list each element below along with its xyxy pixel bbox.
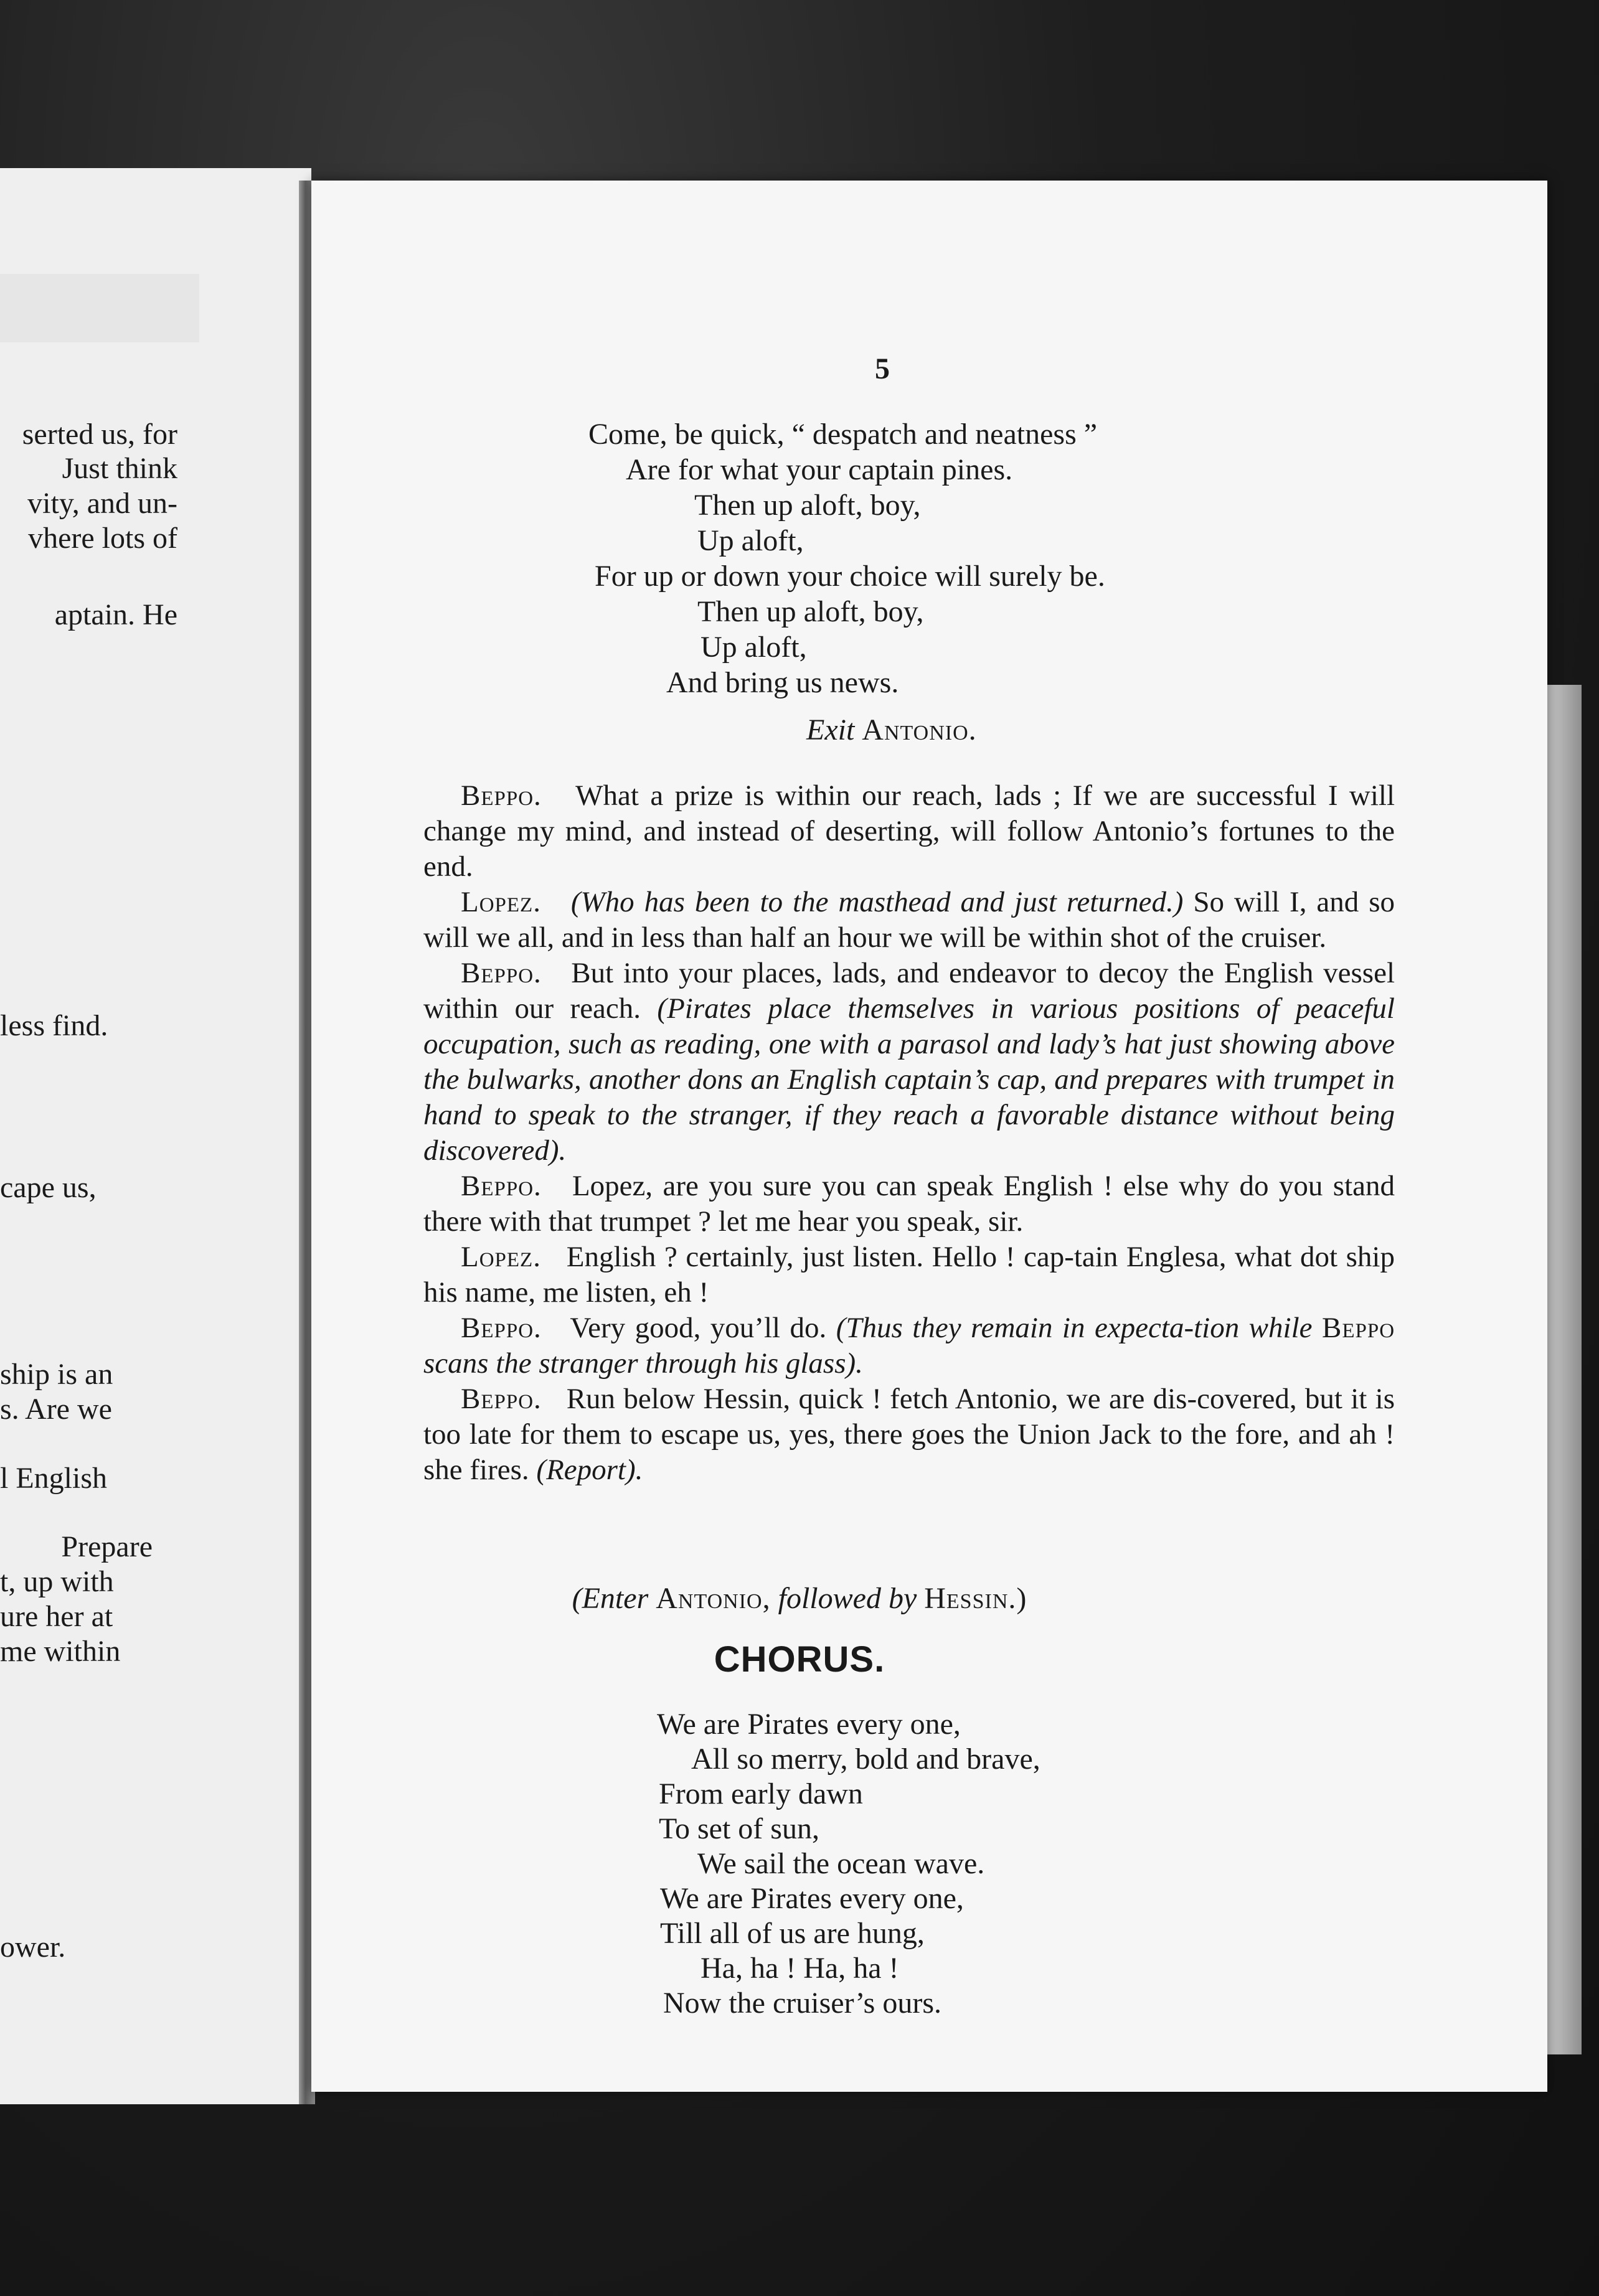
exit-word: Exit	[806, 713, 855, 746]
left-fragment: serted us, for	[22, 418, 177, 451]
entrance-open: (Enter	[572, 1582, 649, 1615]
speaker-name: Beppo.	[461, 1383, 542, 1415]
exit-name: Antonio.	[862, 713, 977, 746]
song-line: For up or down your choice will surely be.	[595, 560, 1105, 593]
stage-direction: scans the stranger through his glass).	[423, 1347, 863, 1380]
stage-direction-name: Beppo	[1321, 1312, 1395, 1344]
speaker-name: Beppo.	[461, 779, 542, 812]
dialogue-text: English ? certainly, just listen. Hello ! cap-tain Englesa, what dot ship his name, me listen, eh !	[423, 1241, 1395, 1309]
dialogue-line	[423, 778, 1395, 885]
dialogue-line	[423, 1169, 1395, 1240]
left-page-tab	[0, 274, 199, 342]
song-line: Are for what your captain pines.	[626, 453, 1013, 486]
left-page	[0, 168, 311, 2104]
chorus-line: We are Pirates every one,	[660, 1882, 964, 1915]
left-fragment: l English	[0, 1462, 108, 1495]
left-fragment: vhere lots of	[28, 522, 177, 555]
left-fragment: less find.	[0, 1009, 108, 1042]
song-line: Then up aloft, boy,	[694, 489, 921, 522]
stage-direction: (Who has been to the masthead and just returned.)	[570, 886, 1184, 918]
dialogue-text: But into your places, lads, and endeavor to decoy the English vessel within our reach.	[423, 957, 1395, 1025]
speaker-name: Lopez.	[461, 1241, 541, 1273]
left-fragment: t, up with	[0, 1565, 114, 1598]
song-line: Come, be quick, “ despatch and neatness ”	[588, 418, 1098, 451]
speaker-name: Beppo.	[461, 1312, 542, 1344]
chorus-line: Ha, ha ! Ha, ha !	[700, 1952, 899, 1985]
left-fragment: ure her at	[0, 1600, 113, 1633]
song-line: Up aloft,	[697, 524, 804, 557]
dialogue-text: So will I, and so will we all, and in less than half an hour we will be within shot of the cruiser.	[423, 886, 1395, 954]
stage-direction: (Report).	[536, 1454, 643, 1486]
dialogue-text: Very good, you’ll do.	[570, 1312, 827, 1344]
left-fragment: vity, and un-	[27, 487, 177, 520]
exit-direction	[806, 713, 977, 748]
speaker-name: Lopez.	[461, 886, 541, 918]
stage-direction: (Thus they remain in expecta-tion while	[836, 1312, 1313, 1344]
song-line: Up aloft,	[700, 631, 807, 664]
song-line: And bring us news.	[666, 666, 899, 699]
song-line: Then up aloft, boy,	[697, 595, 924, 628]
dialogue-line	[423, 956, 1395, 1169]
chorus-heading: CHORUS.	[714, 1639, 885, 1680]
chorus-line: To set of sun,	[659, 1812, 819, 1845]
dialogue-line	[423, 1381, 1395, 1488]
page-number: 5	[875, 352, 890, 385]
page-edge	[1544, 685, 1582, 2054]
chorus-line: We are Pirates every one,	[657, 1708, 961, 1741]
dialogue-text: Run below Hessin, quick ! fetch Antonio, we are dis-covered, but it is too late for them to escape us, yes, there goes the Union Jack to the fore, and ah ! she fires.	[423, 1383, 1395, 1486]
left-fragment: aptain. He	[54, 598, 177, 631]
entrance-name-hessin: Hessin.)	[924, 1582, 1027, 1615]
chorus-line: We sail the ocean wave.	[697, 1847, 985, 1880]
left-fragment: cape us,	[0, 1171, 97, 1204]
entrance-followed-by: followed by	[778, 1582, 917, 1615]
speaker-name: Beppo.	[461, 957, 542, 989]
entrance-direction	[0, 1581, 1599, 1616]
chorus-line: All so merry, bold and brave,	[691, 1743, 1040, 1776]
speaker-name: Beppo.	[461, 1170, 542, 1202]
dialogue-line	[423, 1310, 1395, 1381]
dialogue-block	[423, 778, 1395, 1488]
left-fragment: Prepare	[61, 1530, 153, 1563]
left-fragment: ship is an	[0, 1358, 113, 1391]
chorus-line: Till all of us are hung,	[660, 1917, 925, 1950]
left-fragment: s. Are we	[0, 1393, 112, 1426]
stage-direction: (Pirates place themselves in various positions of peaceful occupation, such as reading, one with a parasol and lady’s hat just showing above the bulwarks, another dons an English captain’s cap, and prepares with trumpet in hand to speak to the stranger, if they reach a favorable distance without being discovered).	[423, 992, 1395, 1167]
dialogue-line	[423, 885, 1395, 956]
left-fragment: Just think	[62, 452, 177, 485]
chorus-line: Now the cruiser’s ours.	[663, 1987, 942, 2020]
left-fragment: ower.	[0, 1931, 66, 1964]
entrance-name-antonio: Antonio,	[656, 1582, 771, 1615]
dialogue-text: What a prize is within our reach, lads ; If we are successful I will change my mind, and instead of deserting, will follow Antonio’s fortunes to the end.	[423, 779, 1395, 883]
dialogue-line	[423, 1240, 1395, 1310]
left-fragment: me within	[0, 1635, 121, 1668]
dialogue-text: Lopez, are you sure you can speak English ! else why do you stand there with that trumpet ? let me hear you speak, sir.	[423, 1170, 1395, 1238]
chorus-line: From early dawn	[659, 1777, 863, 1810]
